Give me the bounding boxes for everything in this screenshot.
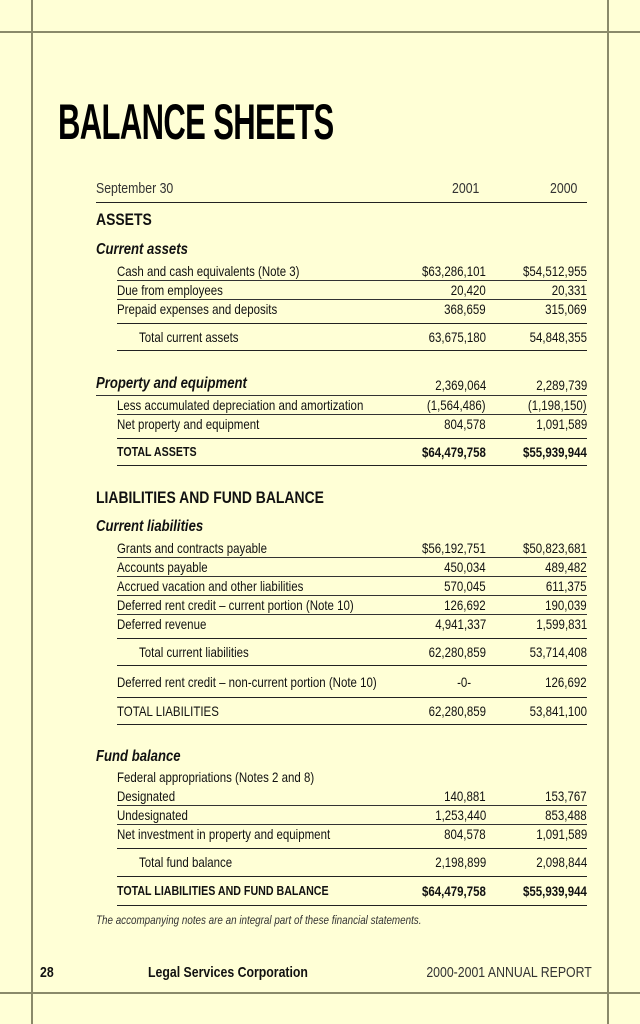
page-title: BALANCE SHEETS bbox=[58, 94, 334, 150]
total-row: Total fund balance 2,198,899 2,098,844 bbox=[117, 848, 587, 875]
column-header bbox=[96, 178, 587, 203]
crop-mark-bottom bbox=[0, 992, 640, 994]
total-assets-row: TOTAL ASSETS $64,479,758 $55,939,944 bbox=[117, 438, 587, 466]
total-row: Total current assets 63,675,180 54,848,355 bbox=[117, 323, 587, 351]
table-row: Deferred rent credit – current portion (Note 10) 126,692 190,039 bbox=[117, 597, 587, 613]
crop-mark-top bbox=[0, 31, 640, 33]
total-liabilities-row: TOTAL LIABILITIES 62,280,859 53,841,100 bbox=[117, 697, 587, 725]
table-row: Designated 140,881 153,767 bbox=[117, 788, 587, 804]
report-name: 2000-2001 ANNUAL REPORT bbox=[426, 964, 592, 981]
liabilities-heading: LIABILITIES AND FUND BALANCE bbox=[96, 488, 324, 507]
table-row: Grants and contracts payable $56,192,751 $50,823,681 bbox=[117, 540, 587, 556]
date-label: September 30 bbox=[96, 180, 174, 197]
property-heading: Property and equipment 2,369,064 2,289,739 bbox=[96, 375, 587, 396]
table-row: Net investment in property and equipment 804,578 1,091,589 bbox=[117, 826, 587, 842]
table-row: Deferred revenue 4,941,337 1,599,831 bbox=[117, 616, 587, 632]
year-2000-header: 2000 bbox=[549, 180, 577, 197]
table-row: Federal appropriations (Notes 2 and 8) bbox=[117, 769, 315, 785]
page-number: 28 bbox=[40, 964, 54, 981]
page-footer bbox=[40, 964, 592, 986]
current-assets-heading: Current assets bbox=[96, 241, 188, 258]
fund-balance-heading: Fund balance bbox=[96, 748, 181, 765]
table-row: Deferred rent credit – non-current portion (Note 10) -0- 126,692 bbox=[117, 674, 587, 690]
table-row: Prepaid expenses and deposits 368,659 315,069 bbox=[117, 301, 587, 317]
table-row: Accrued vacation and other liabilities 570,045 611,375 bbox=[117, 578, 587, 594]
assets-heading: ASSETS bbox=[96, 210, 152, 229]
table-row: Undesignated 1,253,440 853,488 bbox=[117, 807, 587, 823]
crop-mark-left bbox=[31, 0, 33, 1024]
crop-mark-right bbox=[607, 0, 609, 1024]
total-row: Total current liabilities 62,280,859 53,714,408 bbox=[117, 638, 587, 666]
table-row: Due from employees 20,420 20,331 bbox=[117, 282, 587, 298]
current-liabilities-heading: Current liabilities bbox=[96, 518, 204, 535]
table-row: Less accumulated depreciation and amortization (1,564,486) (1,198,150) bbox=[117, 397, 587, 413]
org-name: Legal Services Corporation bbox=[148, 964, 308, 981]
table-row: Cash and cash equivalents (Note 3) $63,286,101 $54,512,955 bbox=[117, 263, 587, 279]
grand-total-row: TOTAL LIABILITIES AND FUND BALANCE $64,479,758 $55,939,944 bbox=[117, 876, 587, 906]
table-row: Accounts payable 450,034 489,482 bbox=[117, 559, 587, 575]
year-2001-header: 2001 bbox=[451, 180, 479, 197]
footnote: The accompanying notes are an integral part of these financial statements. bbox=[96, 913, 422, 927]
table-row: Net property and equipment 804,578 1,091,589 bbox=[117, 416, 587, 432]
